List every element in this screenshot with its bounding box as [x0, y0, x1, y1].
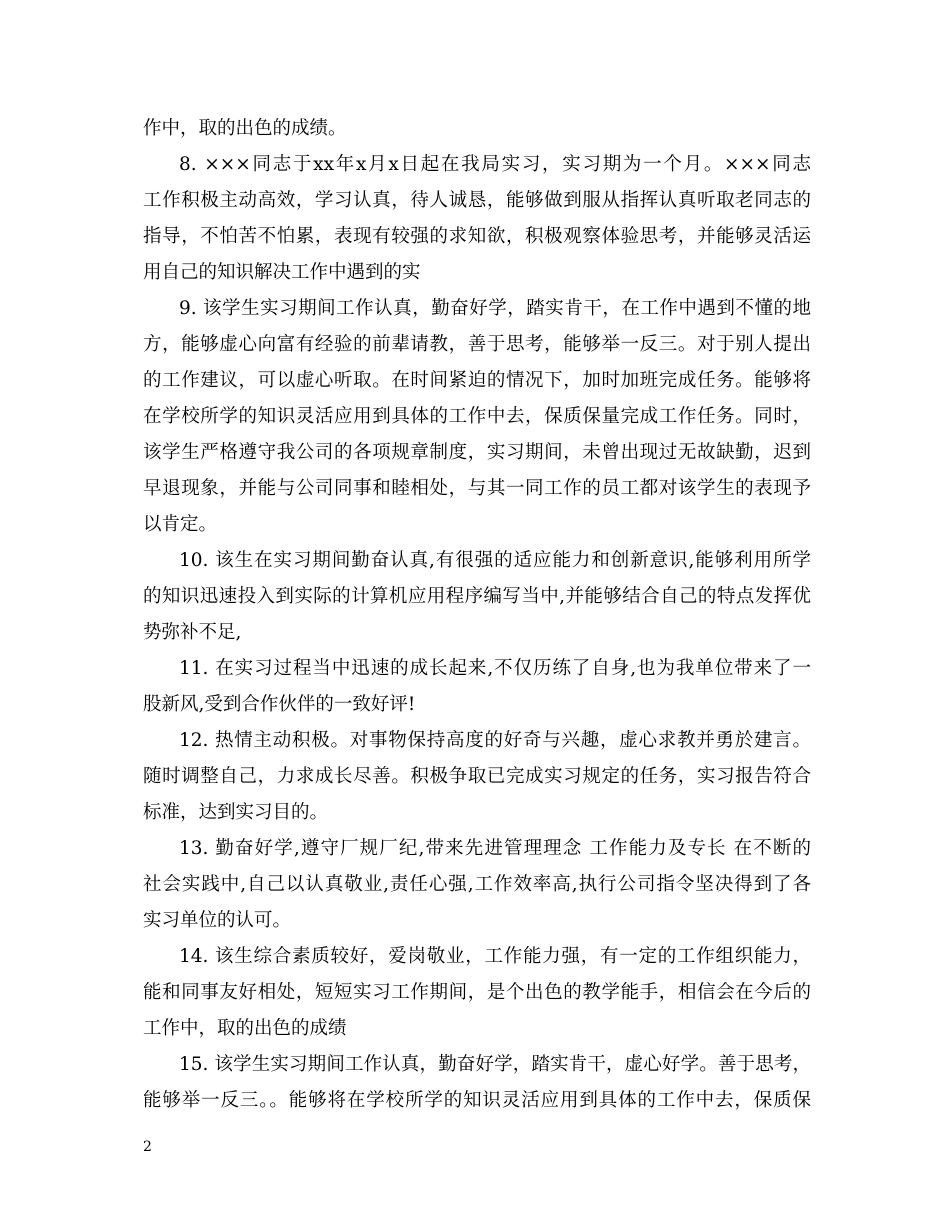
- text-line: 的知识迅速投入到实际的计算机应用程序编写当中,并能够结合自己的特点发挥优: [143, 586, 811, 607]
- text-line: 标准，达到实习目的。: [143, 802, 329, 823]
- text-line: 8. ×××同志于xx年x月x日起在我局实习，实习期为一个月。×××同志: [179, 154, 811, 175]
- text-line: 14. 该生综合素质较好，爱岗敬业，工作能力强，有一定的工作组织能力，: [179, 946, 811, 967]
- text-line: 随时调整自己，力求成长尽善。积极争取已完成实习规定的任务，实习报告符合: [143, 766, 811, 787]
- text-line: 早退现象，并能与公司同事和睦相处，与其一同工作的员工都对该学生的表现予: [143, 478, 811, 499]
- text-line: 11. 在实习过程当中迅速的成长起来,不仅历练了自身,也为我单位带来了一: [179, 658, 811, 679]
- text-line: 13. 勤奋好学,遵守厂规厂纪,带来先进管理理念 工作能力及专长 在不断的: [179, 838, 811, 859]
- text-line: 9. 该学生实习期间工作认真，勤奋好学，踏实肯干，在工作中遇到不懂的地: [179, 298, 811, 319]
- text-line: 社会实践中,自己以认真敬业,责任心强,工作效率高,执行公司指令坚决得到了各: [143, 874, 811, 895]
- text-line: 工作积极主动高效，学习认真，待人诚恳，能够做到服从指挥认真听取老同志的: [143, 190, 811, 211]
- page-number: 2: [143, 1139, 152, 1155]
- text-line: 能和同事友好相处，短短实习工作期间，是个出色的教学能手，相信会在今后的: [143, 982, 811, 1003]
- text-line: 指导，不怕苦不怕累，表现有较强的求知欲，积极观察体验思考，并能够灵活运: [143, 226, 811, 247]
- text-line: 12. 热情主动积极。对事物保持高度的好奇与兴趣，虚心求教并勇於建言。: [179, 730, 811, 751]
- text-line: 股新风,受到合作伙伴的一致好评!: [143, 694, 416, 715]
- text-line: 能够举一反三。。能够将在学校所学的知识灵活应用到具体的工作中去，保质保: [143, 1090, 811, 1111]
- text-line: 用自己的知识解决工作中遇到的实: [143, 262, 421, 283]
- text-line: 在学校所学的知识灵活应用到具体的工作中去，保质保量完成工作任务。同时，: [143, 406, 811, 427]
- text-line: 的工作建议，可以虚心听取。在时间紧迫的情况下，加时加班完成任务。能够将: [143, 370, 811, 391]
- text-line: 实习单位的认可。: [143, 910, 292, 931]
- text-line: 方，能够虚心向富有经验的前辈请教，善于思考，能够举一反三。对于别人提出: [143, 334, 811, 355]
- text-line: 工作中，取的出色的成绩: [143, 1018, 347, 1039]
- text-line: 势弥补不足,: [143, 622, 242, 643]
- text-line: 以肯定。: [143, 514, 218, 535]
- text-line: 10. 该生在实习期间勤奋认真,有很强的适应能力和创新意识,能够利用所学: [179, 550, 811, 571]
- text-line: 该学生严格遵守我公司的各项规章制度，实习期间，未曾出现过无故缺勤，迟到: [143, 442, 811, 463]
- text-line: 15. 该学生实习期间工作认真，勤奋好学，踏实肯干，虚心好学。善于思考，: [179, 1054, 811, 1075]
- text-line: 作中，取的出色的成绩。: [143, 118, 347, 139]
